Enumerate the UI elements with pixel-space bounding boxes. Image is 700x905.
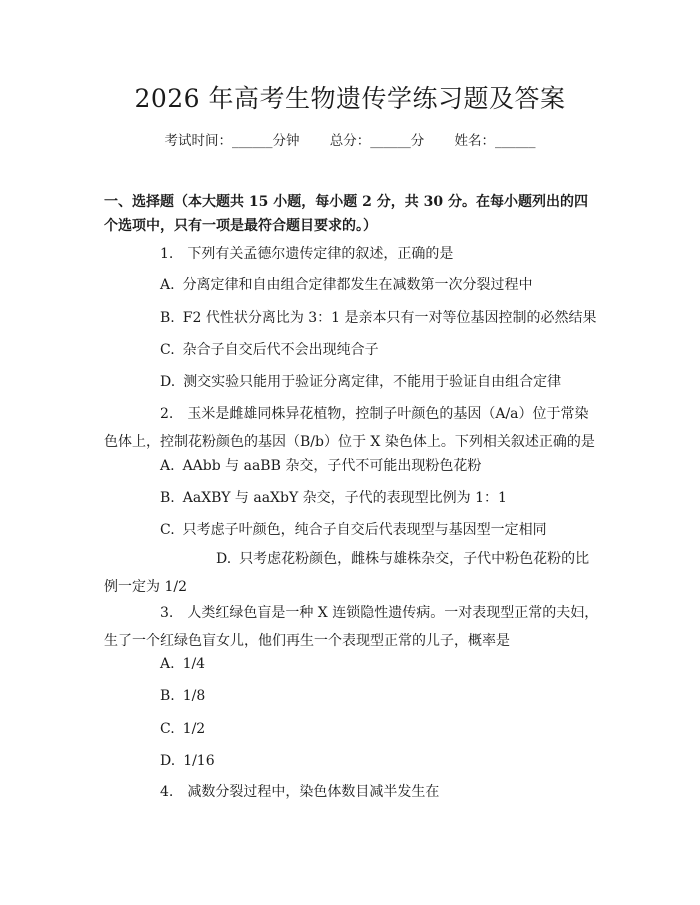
- question-3: [104, 599, 600, 655]
- option-letter: C.: [160, 342, 175, 358]
- question-stem: 减数分裂过程中，染色体数目减半发生在: [187, 784, 440, 800]
- question-3-option-d: [160, 750, 600, 772]
- exam-time-field: 考试时间：______分钟: [164, 133, 300, 149]
- question-number: 3.: [160, 605, 174, 621]
- option-text: AAbb 与 aaBB 杂交，子代不可能出现粉色花粉: [182, 458, 482, 474]
- question-1: [104, 240, 600, 268]
- option-text: 杂合子自交后代不会出现纯合子: [182, 342, 379, 358]
- option-text: AaXBY 与 aaXbY 杂交，子代的表现型比例为 1：1: [182, 490, 507, 506]
- question-2-option-b: [160, 487, 600, 509]
- option-letter: B.: [160, 490, 175, 506]
- exam-info-line: [0, 131, 700, 151]
- question-stem: 人类红绿色盲是一种 X 连锁隐性遗传病。一对表现型正常的夫妇，生了一个红绿色盲女儿，他们再生一个表现型正常的儿子，概率是: [104, 605, 599, 649]
- option-letter: A.: [160, 277, 175, 293]
- total-score-field: 总分：______分: [329, 133, 425, 149]
- option-text: 1/16: [183, 753, 215, 769]
- option-letter: D.: [216, 551, 232, 567]
- question-number: 2.: [160, 406, 174, 422]
- question-2-option-a: [160, 455, 600, 477]
- question-3-option-b: [160, 685, 600, 707]
- question-stem: 下列有关孟德尔遗传定律的叙述，正确的是: [187, 246, 454, 262]
- question-2-option-c: [160, 519, 600, 541]
- question-2-option-d: [104, 545, 600, 601]
- question-4: [104, 778, 600, 806]
- option-letter: C.: [160, 522, 175, 538]
- option-text: 分离定律和自由组合定律都发生在减数第一次分裂过程中: [182, 277, 533, 293]
- question-number: 1.: [160, 246, 174, 262]
- option-text: F2 代性状分离比为 3：1 是亲本只有一对等位基因控制的必然结果: [182, 310, 597, 326]
- option-letter: A.: [160, 458, 175, 474]
- question-3-option-a: [160, 653, 600, 675]
- option-letter: A.: [160, 656, 175, 672]
- option-letter: D.: [160, 374, 176, 390]
- question-number: 4.: [160, 784, 174, 800]
- option-text: 1/4: [182, 656, 206, 672]
- question-1-option-c: [160, 339, 600, 361]
- option-text: 1/8: [182, 688, 206, 704]
- option-letter: B.: [160, 310, 175, 326]
- option-text: 测交实验只能用于验证分离定律，不能用于验证自由组合定律: [183, 374, 562, 390]
- question-1-option-b: [160, 307, 600, 329]
- question-3-option-c: [160, 718, 600, 740]
- section-heading: 一、选择题（本大题共 15 小题，每小题 2 分，共 30 分。在每小题列出的四个选项中，只有一项是最符合题目要求的。）: [104, 194, 588, 234]
- option-text: 1/2: [182, 721, 206, 737]
- option-letter: B.: [160, 688, 175, 704]
- option-letter: D.: [160, 753, 176, 769]
- student-name-field: 姓名：______: [454, 133, 536, 149]
- question-1-option-a: [160, 274, 600, 296]
- question-1-option-d: [160, 371, 600, 393]
- option-text: 只考虑花粉颜色，雌株与雄株杂交，子代中粉色花粉的比例一定为 1/2: [104, 551, 590, 595]
- question-2: [104, 400, 600, 456]
- page-title: 2026 年高考生物遗传学练习题及答案: [134, 84, 566, 113]
- option-text: 只考虑子叶颜色，纯合子自交后代表现型与基因型一定相同: [182, 522, 547, 538]
- option-letter: C.: [160, 721, 175, 737]
- question-stem: 玉米是雌雄同株异花植物，控制子叶颜色的基因（A/a）位于常染色体上，控制花粉颜色的基因（B/b）位于 X 染色体上。下列相关叙述正确的是: [104, 406, 595, 450]
